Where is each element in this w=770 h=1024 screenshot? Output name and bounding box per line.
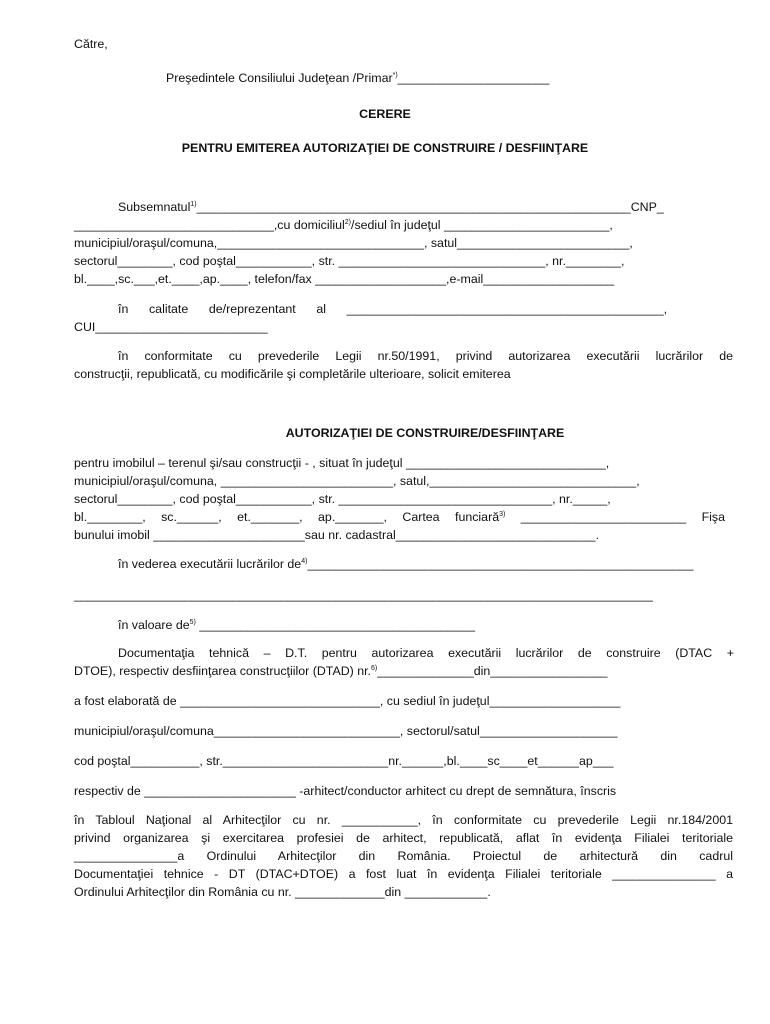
value-label: în valoare de	[118, 618, 190, 632]
works-line-2: ____________________________________________________________________________________	[74, 588, 653, 602]
footnote-2: 2)	[344, 219, 352, 226]
property-line-3: sectorul________, cod poştal___________, str. _______________________________, nr._____,	[74, 492, 611, 506]
addressee-to: Către,	[74, 37, 108, 51]
footnote-3: 3)	[499, 511, 506, 518]
addressee-line	[166, 70, 666, 86]
applicant-line-2	[74, 217, 734, 233]
recipient-text: Preşedintele Consiliului Judeţean /Primar	[166, 71, 393, 85]
documentation-line-9: _______________a Ordinului Arhitecţilor din România. Proiectul de arhitectură din cadrul	[74, 849, 733, 863]
county-label: /sediul în judeţul ________________________,	[351, 218, 613, 232]
documentation-line-2	[74, 663, 734, 679]
documentation-line-1: Documentaţia tehnică – D.T. pentru autorizarea executării lucrărilor de construire (DTAC +	[118, 646, 734, 660]
documentation-line-8: privind organizarea şi exercitarea profesiei de arhitect, republicată, aflat în evidenţa Filialei teritoriale	[74, 831, 733, 845]
legal-basis-line-1: în conformitate cu prevederile Legii nr.50/1991, privind autorizarea executării lucrărilor de	[118, 349, 733, 363]
documentation-line-11: Ordinului Arhitecţilor din România cu nr. _____________din ____________.	[74, 885, 491, 899]
footnote-6: 6)	[371, 665, 378, 672]
documentation-line-5: cod poştal__________, str.________________________nr.______,bl.____sc____et______ap___	[74, 754, 614, 768]
documentation-number-blank: ______________din_________________	[377, 664, 608, 678]
works-line-1	[118, 556, 770, 572]
land-registry-label: bl.________, sc.______, et._______, ap._______, Cartea funciară	[74, 510, 500, 524]
recipient-blank: ______________________	[397, 71, 550, 85]
documentation-line-10: Documentaţiei tehnice - DT (DTAC+DTOE) a fost luat în evidenţa Filialei teritoriale _______________ a	[74, 867, 733, 881]
document-subtitle: PENTRU EMITEREA AUTORIZAŢIEI DE CONSTRUIRE / DESFIINŢARE	[181, 141, 589, 155]
works-blank: ________________________________________________________	[307, 557, 694, 571]
property-line-1: pentru imobilul – terenul şi/sau construcţii - , situat în judeţul _____________________________,	[74, 456, 610, 470]
applicant-name-blank: _______________________________________________________________CNP_	[196, 200, 664, 214]
section-title: AUTORIZAŢIEI DE CONSTRUIRE/DESFIINŢARE	[285, 426, 565, 440]
documentation-line-3: a fost elaborată de _____________________________, cu sediul în judeţul___________________	[74, 694, 621, 708]
land-registry-blank: ________________________ Fişa	[505, 510, 725, 524]
footnote-4: 4)	[301, 558, 308, 565]
applicant-line-5: bl.____,sc.___,et.____,ap.____, telefon/fax ___________________,e-mail___________________	[74, 272, 615, 286]
documentation-number-label: DTOE), respectiv desfiinţarea construcţiilor (DTAD) nr.	[74, 664, 371, 678]
property-line-5: bunului imobil ______________________sau nr. cadastral_____________________________.	[74, 528, 600, 542]
footnote-5: 5)	[189, 619, 196, 626]
domicile-label: _____________________________,cu domiciliul	[74, 218, 345, 232]
property-line-4	[74, 509, 725, 525]
works-label: în vederea executării lucrărilor de	[118, 557, 302, 571]
documentation-line-6: respectiv de ______________________ -arhitect/conductor arhitect cu drept de semnătura, înscris	[74, 784, 617, 798]
property-line-2: municipiul/oraşul/comuna, _________________________, satul,______________________________,	[74, 474, 640, 488]
value-line	[118, 617, 770, 633]
applicant-line-4: sectorul________, cod poştal___________, str. ______________________________, nr.________,	[74, 254, 625, 268]
value-blank: ________________________________________	[195, 618, 475, 632]
documentation-line-4: municipiul/oraşul/comuna___________________________, sectorul/satul____________________	[74, 724, 618, 738]
applicant-cui: CUI_________________________	[74, 320, 268, 334]
applicant-line-1	[118, 199, 730, 215]
legal-basis-line-2: construcţii, republicată, cu modificările şi completările ulterioare, solicit emiterea	[74, 367, 511, 381]
document-title: CERERE	[359, 107, 411, 121]
footnote-1: 1)	[190, 201, 197, 208]
applicant-line-6: în calitate de/reprezentant al ______________________________________________,	[118, 302, 668, 316]
documentation-line-7: în Tabloul Naţional al Arhitecţilor cu nr. ___________, în conformitate cu prevederile Legii nr.184/2001	[74, 813, 733, 827]
applicant-line-3: municipiul/oraşul/comuna,______________________________, satul_________________________,	[74, 236, 633, 250]
applicant-name-label: Subsemnatul	[118, 200, 191, 214]
recipient-footnote: *)	[392, 72, 398, 79]
